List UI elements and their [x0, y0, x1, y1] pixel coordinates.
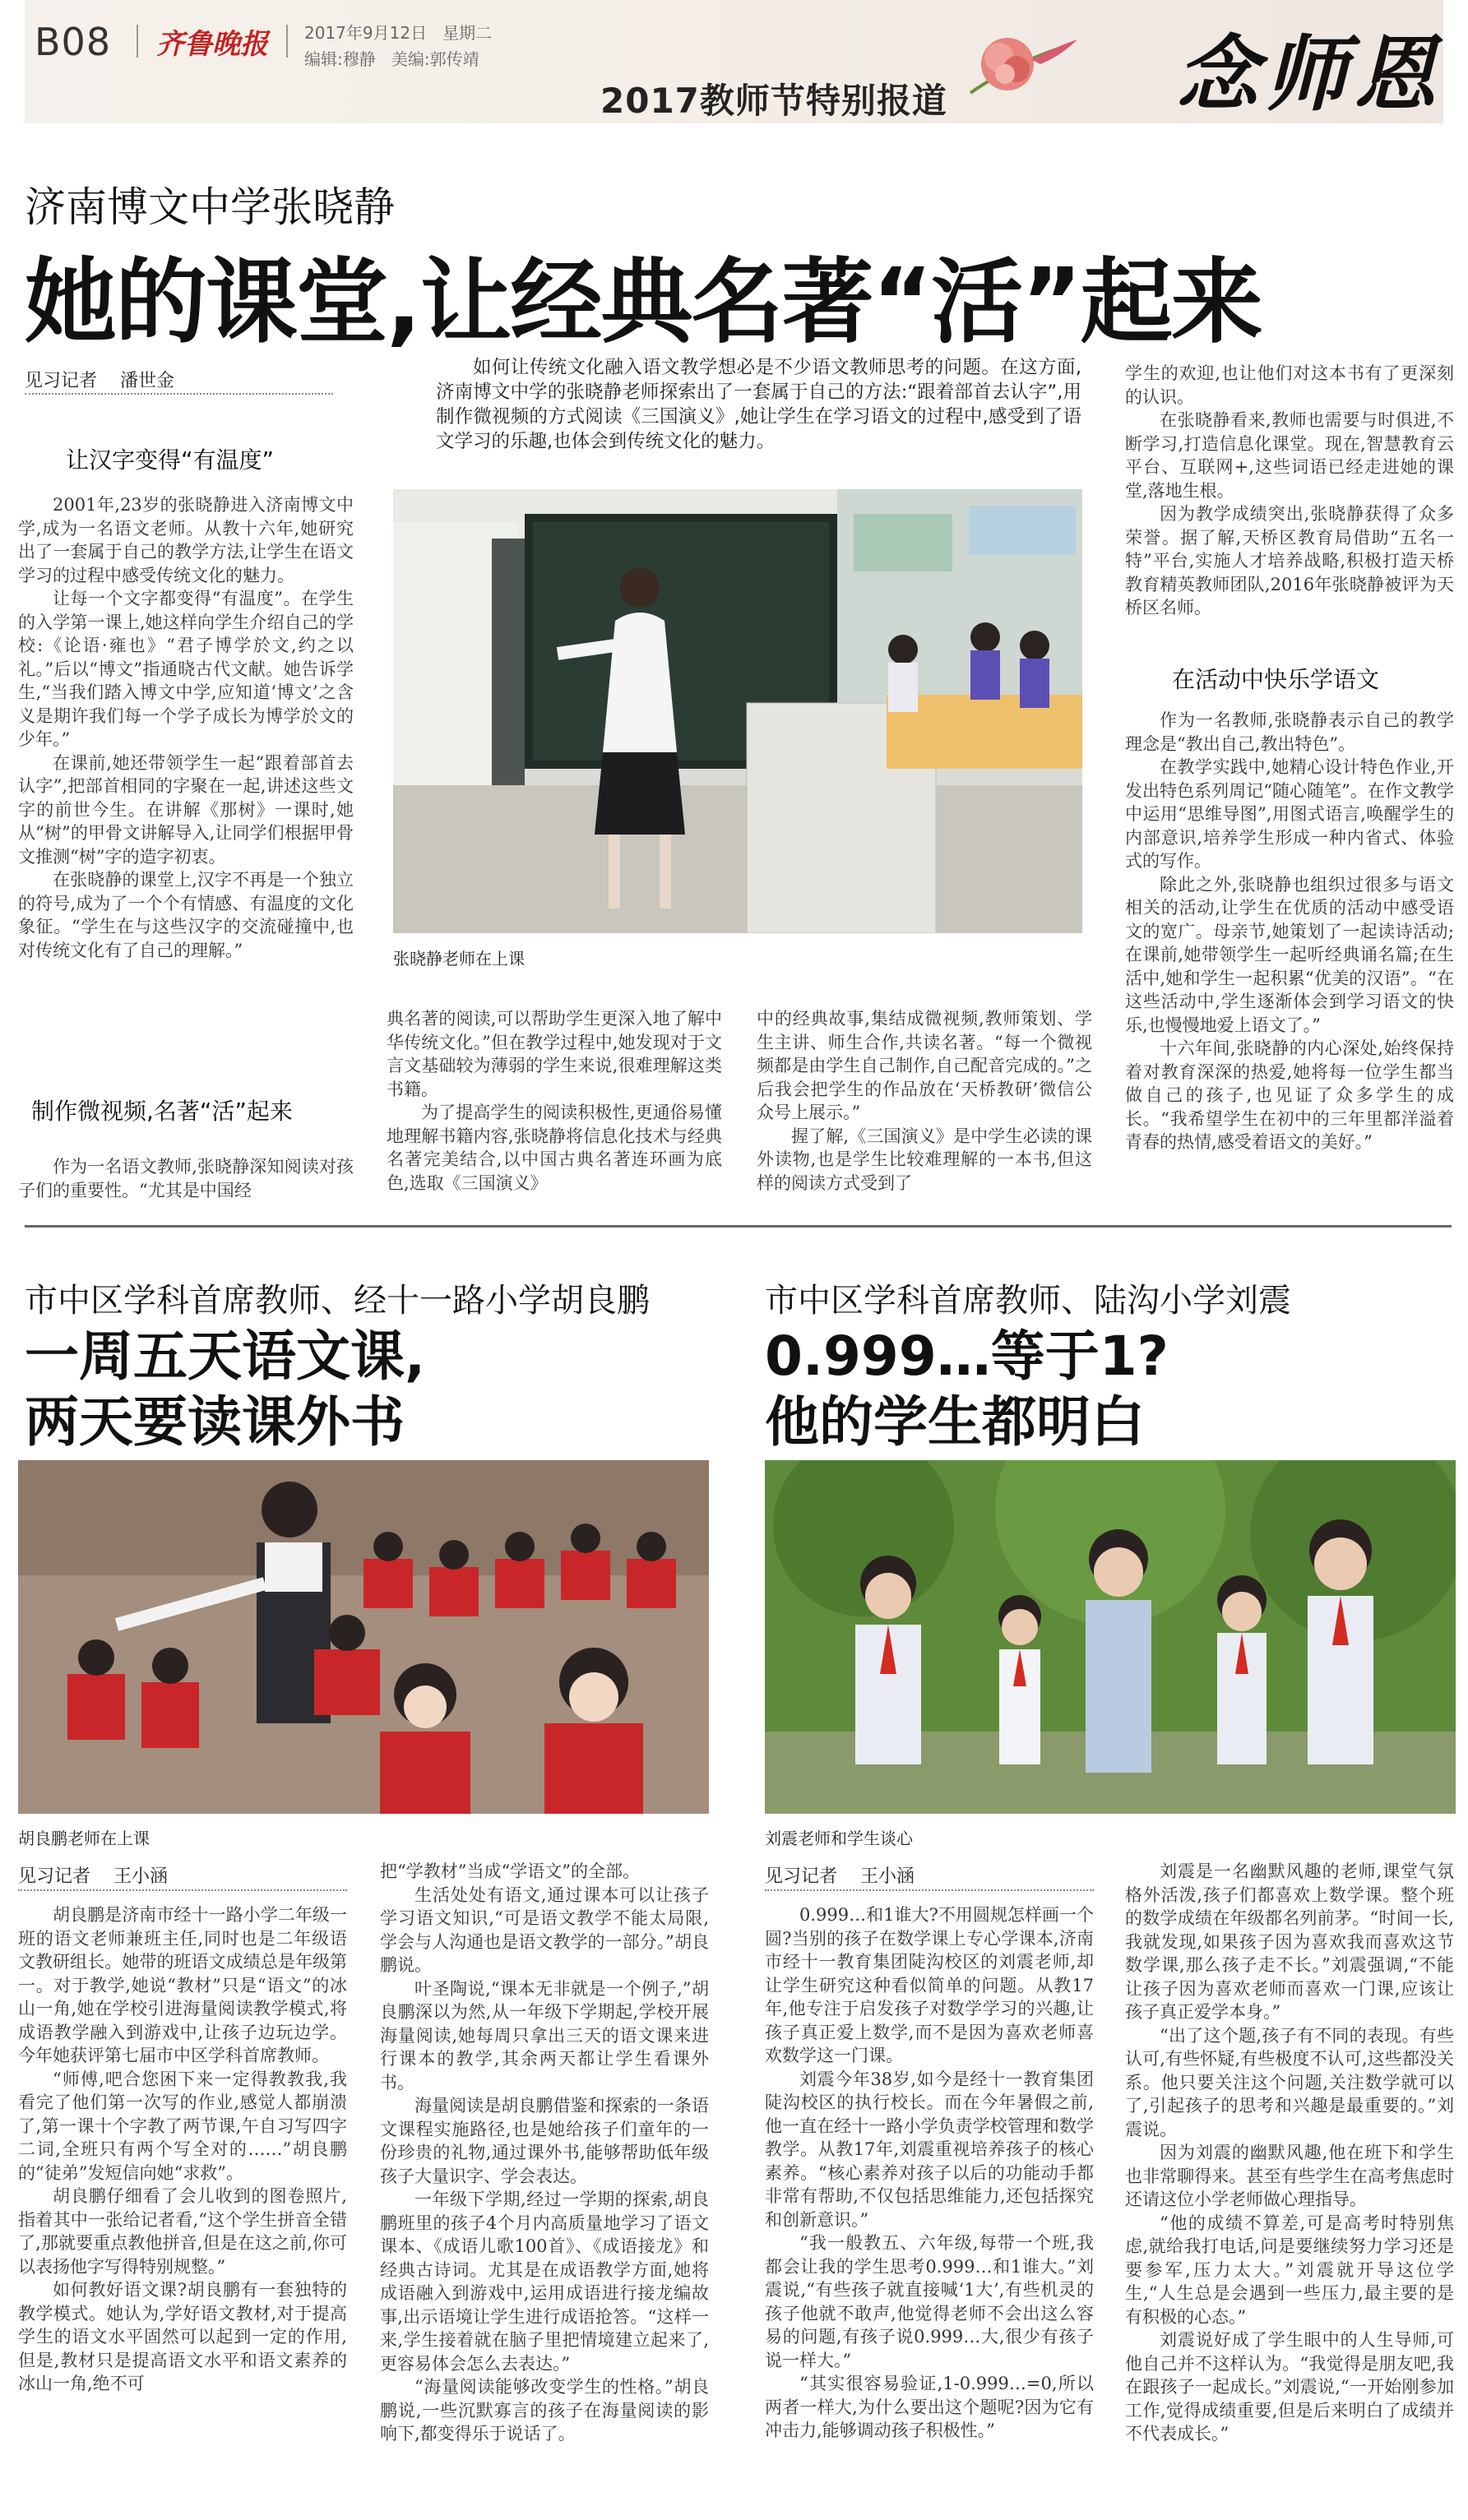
classroom-students-photo-image: [18, 1460, 709, 1814]
paragraph: “出了这个题,孩子有不同的表现。有些认可,有些怀疑,有些极度不认可,这些都没关系。他只要关注这个问题,关注数学就可以了,引起孩子的思考和兴趣是最重要的。”刘震说。: [1125, 2025, 1454, 2139]
story2-headline-line2: 两天要读课外书: [25, 1390, 405, 1454]
page-number: B08: [35, 20, 112, 64]
paragraph: 胡良鹏仔细看了会儿收到的图卷照片,指着其中一张给记者看,“这个学生拼音全错了,那就要重点教他拼音,但是在这之前,你可以表扬他字写得特别规整。”: [18, 2186, 347, 2277]
paragraph: 因为教学成绩突出,张晓静获得了众多荣誉。据了解,天桥区教育局借助“五名一特”平台,实施人才培养战略,积极打造天桥教育精英教师团队,2016年张晓静被评为天桥区名师。: [1125, 504, 1454, 617]
story1-column-4: [1125, 362, 1454, 654]
paragraph: 让每一个文字都变得“有温度”。在学生的入学第一课上,她这样向学生介绍自己的学校:《论语·雍也》“君子博学於文,约之以礼。”后以“博文”指通晓古代文献。她告诉学生,“当我们踏入博文中学,应知道‘博文’之含义是期许我们每一个学子成长为博学於文的少年。”: [18, 589, 354, 749]
paragraph: 刘震今年38岁,如今是经十一教育集团陡沟校区的执行校长。而在今年暑假之前,他一直在经十一路小学负责学校管理和数学教学。从教17年,刘震重视培养孩子的核心素养。“核心素养对孩子以后的功能动手都非常有帮助,不仅包括思维能力,还包括探究和创新意识。”: [765, 2069, 1094, 2230]
story1-kicker: 济南博文中学张晓静: [25, 183, 395, 231]
story2-kicker: 市中区学科首席教师、经十一路小学胡良鹏: [25, 1282, 650, 1320]
story1-photo: [393, 489, 1082, 933]
editor-credits: [304, 46, 479, 70]
paragraph: “师傅,吧合您困下来一定得教教我,我看完了他们第一次写的作业,感觉人都崩溃了,第一课十个字教了两节课,午自习写四字二词,全班只有两个写全对的……”胡良鹏的“徒弟”发短信向她“求救”。: [18, 2069, 347, 2183]
byline-rule: [25, 393, 333, 395]
paragraph: 除此之外,张晓静也组织过很多与语文相关的活动,让学生在优质的活动中感受语文的宽广。母亲节,她策划了一起读诗活动;在课前,她带领学生一起听经典诵名篇;在生活中,她和学生一起积累“优美的汉语”。“在这些活动中,学生逐渐体会到学习语文的快乐,也慢慢地爱上语文了。”: [1125, 874, 1454, 1035]
story2-column-1: [18, 1903, 347, 2508]
story1-column-1-end: [18, 1155, 354, 1205]
paragraph: 为了提高学生的阅读积极性,更通俗易懂地理解书籍内容,张晓静将信息化技术与经典名著完美结合,以中国古典名著连环画为底色,选取《三国演义》: [387, 1103, 722, 1193]
story3-column-2: [1125, 1860, 1454, 2508]
story3-photo-caption: 刘震老师和学生谈心: [765, 1829, 913, 1848]
story1-subhead-2: 制作微视频,名著“活”起来: [31, 1098, 293, 1125]
story1-intro: 如何让传统文化融入语文教学想必是不少语文教师思考的问题。在这方面,济南博文中学的张晓静老师探索出了一套属于自己的方法:“跟着部首去认字”,用制作微视频的方式阅读《三国演义》,她让学生在学习语文的过程中,感受到了语文学习的乐趣,也体会到传统文化的魅力。: [436, 357, 1081, 452]
paragraph: 海量阅读是胡良鹏借鉴和探索的一条语文课程实施路径,也是她给孩子们童年的一份珍贵的礼物,通过课外书,能够帮助低年级孩子大量识字、学会表达。: [380, 2096, 709, 2186]
story1-headline: 她的课堂,让经典名著“活”起来: [25, 249, 1262, 356]
paragraph: 生活处处有语文,通过课本可以让孩子学习语文知识,“可是语文教学不能太局限,学会与人沟通也是语文教学的一部分。”胡良鹏说。: [380, 1884, 709, 1975]
paragraph: 在张晓静看来,教师也需要与时俱进,不断学习,打造信息化课堂。现在,智慧教育云平台、互联网+,这些词语已经走进她的课堂,落地生根。: [1125, 410, 1454, 501]
story1-byline: [25, 367, 174, 392]
special-report-title: 2017教师节特别报道: [600, 81, 947, 121]
designer-text: 美编:郭传靖: [391, 49, 479, 69]
story1-column-1: [18, 493, 354, 1069]
paragraph: 2001年,23岁的张晓静进入济南博文中学,成为一名语文老师。从教十六年,她研究出了一套属于自己的教学方法,让学生在语文学习的过程中感受传统文化的魅力。: [18, 495, 354, 585]
story1-column-2: [387, 1007, 722, 1205]
byline-rule: [18, 1889, 347, 1891]
paragraph: 一年级下学期,经过一学期的探索,胡良鹏班里的孩子4个月内高质量地学习了语文课本、《成语儿歌100首》、《成语接龙》和经典古诗词。尤其是在成语教学方面,她将成语融入到游戏中,运用成语进行接龙编故事,出示语境让学生进行成语抢答。“这样一来,学生接着就在脑子里把情境建立起来了,更容易体会怎么去表达。”: [380, 2189, 709, 2374]
header-divider: [286, 25, 288, 58]
byline-label: 见习记者: [18, 1866, 91, 1887]
paragraph: 刘震是一名幽默风趣的老师,课堂气氛格外活泼,孩子们都喜欢上数学课。整个班的数学成绩在年级都名列前茅。“时间一长,我就发现,如果孩子因为喜欢我而喜欢这节数学课,那么孩子走不长。”刘震强调,“不能让孩子因为喜欢老师而喜欢一门课,应该让孩子真正爱学本身。”: [1125, 1861, 1454, 2022]
paragraph: 胡良鹏是济南市经十一路小学二年级一班的语文老师兼班主任,同时也是二年级语文教研组长。她带的班语文成绩总是年级第一。对于教学,她说“教材”只是“语文”的冰山一角,她在学校引进海量阅读教学模式,将成语教学融入到游戏中,让孩子边玩边学。今年她获评第七届市中区学科首席教师。: [18, 1905, 347, 2065]
story2-headline-line1: 一周五天语文课,: [25, 1325, 426, 1388]
byline-label: 见习记者: [25, 371, 98, 391]
classroom-photo-image: [393, 489, 1082, 933]
story2-photo-caption: 胡良鹏老师在上课: [18, 1829, 150, 1848]
date-text: 2017年9月12日: [304, 23, 428, 43]
story1-column-4b: [1125, 709, 1454, 1206]
story3-headline-line2: 他的学生都明白: [765, 1390, 1145, 1454]
paragraph: 叶圣陶说,“课本无非就是一个例子,”胡良鹏深以为然,从一年级下学期起,学校开展海量阅读,她每周只拿出三天的语文课来进行课本的教学,其余两天都让学生看课外书。: [380, 1978, 709, 2092]
story2-column-2: [380, 1860, 709, 2508]
byline-label: 见习记者: [765, 1866, 838, 1887]
teacher-and-students-photo-image: [765, 1460, 1456, 1814]
story1-column-3: [757, 1007, 1092, 1205]
paragraph: 在课前,她还带领学生一起“跟着部首去认字”,把部首相同的字聚在一起,讲述这些文字的前世今生。在讲解《那树》一课时,她从“树”的甲骨文讲解导入,让同学们根据甲骨文推测“树”字的造字初衷。: [18, 752, 354, 867]
story3-column-1: [765, 1903, 1094, 2508]
paragraph: “他的成绩不算差,可是高考时特别焦虑,就给我打电话,问是要继续努力学习还是要参军,压力太大。”刘震就开导这位学生,“人生总是会遇到一些压力,最主要的是有积极的心态。”: [1125, 2213, 1454, 2327]
paragraph: 在张晓静的课堂上,汉字不再是一个独立的符号,成为了一个个有情感、有温度的文化象征。“学生在与这些汉字的交流碰撞中,也对传统文化有了自己的理解。”: [18, 870, 354, 960]
story3-kicker: 市中区学科首席教师、陆沟小学刘震: [765, 1282, 1291, 1320]
calligraphy-title: 念师恩: [1176, 25, 1443, 123]
newspaper-logo: 齐鲁晚报: [156, 28, 268, 61]
byline-name: 王小涵: [860, 1866, 915, 1887]
story1-photo-caption: 张晓静老师在上课: [393, 949, 525, 969]
paragraph: 作为一名教师,张晓静表示自己的教学理念是“教出自己,教出特色”。: [1125, 710, 1454, 754]
section-divider: [25, 1225, 1452, 1228]
header-divider: [137, 25, 138, 58]
story2-byline: [18, 1862, 168, 1888]
paragraph: 因为刘震的幽默风趣,他在班下和学生也非常聊得来。甚至有些学生在高考焦虑时还请这位小学老师做心理指导。: [1125, 2143, 1454, 2209]
paragraph: 刘震说好成了学生眼中的人生导师,可他自己并不这样认为。“我觉得是朋友吧,我在跟孩子一起成长。”刘震说,“一开始刚参加工作,觉得成绩重要,但是后来明白了成绩并不代表成长。”: [1125, 2330, 1454, 2444]
story3-headline-line1: 0.999…等于1?: [765, 1325, 1169, 1388]
paragraph: “海量阅读能够改变学生的性格。”胡良鹏说,一些沉默寡言的孩子在海量阅读的影响下,都变得乐于说话了。: [380, 2377, 709, 2444]
paragraph: 如何教好语文课?胡良鹏有一套独特的教学模式。她认为,学好语文教材,对于提高学生的语文水平固然可以起到一定的作用,但是,教材只是提高语文水平和语文素养的冰山一角,绝不可: [18, 2280, 347, 2393]
issue-date: [304, 20, 492, 44]
story3-photo: [765, 1460, 1456, 1814]
story3-byline: [765, 1862, 915, 1888]
paragraph: 0.999…和1谁大?不用圆规怎样画一个圆?当别的孩子在数学课上专心学课本,济南市经十一教育集团陡沟校区的刘震老师,却让学生研究这种看似简单的问题。从教17年,他专注于启发孩子对数学学习的兴趣,让孩子真正爱上数学,而不是因为喜欢老师喜欢数学这一门课。: [765, 1905, 1094, 2065]
byline-name: 王小涵: [113, 1866, 169, 1887]
weekday-text: 星期二: [442, 23, 493, 43]
byline-rule: [765, 1889, 1094, 1891]
paragraph: “其实很容易验证,1-0.999…=0,所以两者一样大,为什么要出这个题呢?因为它有冲击力,能够调动孩子积极性。”: [765, 2374, 1094, 2440]
paragraph: 十六年间,张晓静的内心深处,始终保持着对教育深深的热爱,她将每一位学生都当做自己的孩子,也见证了众多学生的成长。“我希望学生在初中的三年里都洋溢着青春的热情,感受着语文的美好。”: [1125, 1038, 1454, 1152]
paragraph: 典名著的阅读,可以帮助学生更深入地了解中华传统文化。”但在教学过程中,她发现对于文言文基础较为薄弱的学生来说,很难理解这类书籍。: [387, 1009, 722, 1099]
paragraph: 学生的欢迎,也让他们对这本书有了更深刻的认识。: [1125, 363, 1454, 407]
paragraph: “我一般教五、六年级,每带一个班,我都会让我的学生思考0.999…和1谁大。”刘震说,“有些孩子就直接喊‘1大’,有些机灵的孩子他就不敢声,他觉得老师不会出这么容易的问题,有孩子说0.999…大,很少有孩子说一样大。”: [765, 2233, 1094, 2370]
editor-text: 编辑:穆静: [304, 49, 376, 69]
carnation-flower-icon: [962, 15, 1086, 113]
byline-name: 潘世金: [120, 371, 175, 391]
page-header: [25, 0, 1443, 123]
story1-subhead-1: 让汉字变得“有温度”: [66, 446, 275, 474]
paragraph: 把“学教材”当成“学语文”的全部。: [380, 1861, 640, 1881]
paragraph: 作为一名语文教师,张晓静深知阅读对孩子们的重要性。“尤其是中国经: [18, 1157, 354, 1200]
paragraph: 握了解,《三国演义》是中学生必读的课外读物,也是学生比较难理解的一本书,但这样的阅读方式受到了: [757, 1126, 1092, 1193]
story2-photo: [18, 1460, 709, 1814]
story1-subhead-3: 在活动中快乐学语文: [1172, 666, 1380, 693]
paragraph: 中的经典故事,集结成微视频,教师策划、学生主讲、师生合作,共读名著。“每一个微视频都是由学生自己制作,自己配音完成的。”之后我会把学生的作品放在‘天桥教研’微信公众号上展示。”: [757, 1009, 1092, 1122]
paragraph: 在教学实践中,她精心设计特色作业,开发出特色系列周记“随心随笔”。在作文教学中运用“思维导图”,用图式语言,唤醒学生的内部意识,培养学生形成一种内省式、体验式的写作。: [1125, 757, 1454, 871]
